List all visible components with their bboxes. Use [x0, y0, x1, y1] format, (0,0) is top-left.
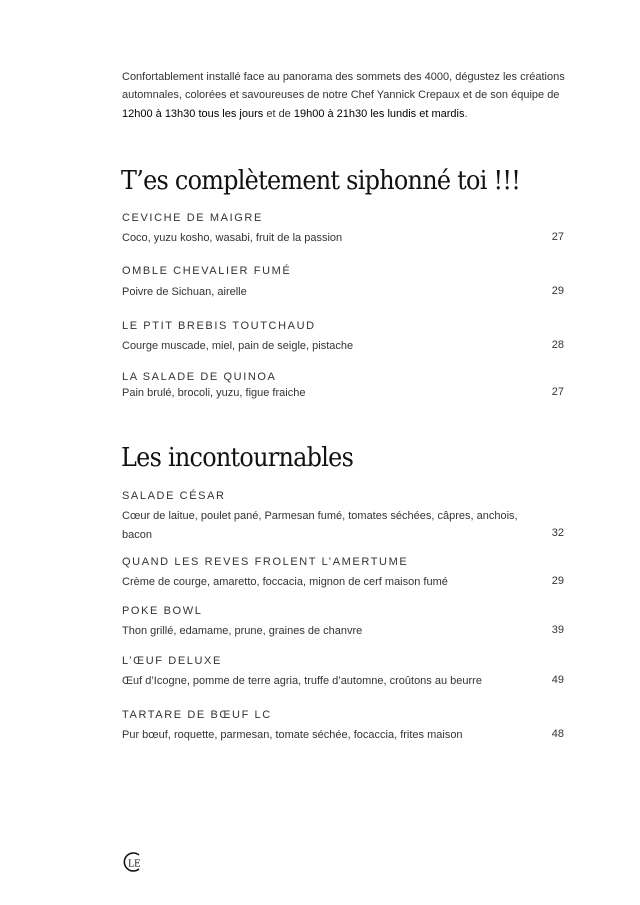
svg-text:LE: LE	[128, 859, 141, 870]
dish-description: Thon grillé, edamame, prune, graines de chanvre	[122, 625, 363, 637]
intro-text: .	[464, 107, 468, 120]
dish-price: 27	[551, 231, 564, 243]
dish-price: 29	[551, 285, 564, 297]
dish-name: CEVICHE DE MAIGRE	[122, 212, 263, 224]
dish-name: L’ŒUF DELUXE	[122, 655, 222, 667]
dish-price: 29	[551, 575, 564, 587]
section-title: Les incontournables	[121, 443, 354, 473]
dish-name: POKE BOWL	[122, 605, 203, 617]
dish-name: TARTARE DE BŒUF LC	[122, 709, 272, 721]
section-title: T’es complètement siphonné toi !!!	[121, 166, 521, 196]
dish-name: SALADE CÉSAR	[122, 490, 226, 502]
dish-price: 48	[551, 728, 564, 740]
dish-description: Courge muscade, miel, pain de seigle, pistache	[122, 340, 354, 352]
intro-paragraph	[122, 68, 572, 123]
dish-price: 28	[551, 339, 564, 351]
dish-description: Crème de courge, amaretto, foccacia, mignon de cerf maison fumé	[122, 576, 448, 588]
dish-price: 39	[551, 624, 564, 636]
dish-description: Poivre de Sichuan, airelle	[122, 286, 247, 298]
dish-name: QUAND LES REVES FROLENT L’AMERTUME	[122, 556, 409, 568]
dish-name: LA SALADE DE QUINOA	[122, 371, 277, 383]
dish-price: 32	[551, 527, 564, 539]
le-monogram-logo-icon	[122, 851, 144, 873]
dinner-hours: 19h00 à 21h30 les lundis et mardis	[293, 107, 465, 120]
dish-name: OMBLE CHEVALIER FUMÉ	[122, 265, 292, 277]
dish-price: 49	[551, 674, 564, 686]
lunch-hours: 12h00 à 13h30 tous les jours	[122, 107, 264, 120]
dish-description: Pur bœuf, roquette, parmesan, tomate séchée, focaccia, frites maison	[122, 729, 463, 741]
dish-description: Cœur de laitue, poulet pané, Parmesan fumé, tomates séchées, câpres, anchois, bacon	[122, 510, 518, 541]
intro-text: Confortablement installé face au panorama des sommets des 4000, dégustez les créations automnales, colorées et savoureuses de notre Chef Yannick Crepaux et de son équipe de	[122, 71, 565, 102]
dish-description: Œuf d’Icogne, pomme de terre agria, truffe d’automne, croûtons au beurre	[122, 675, 482, 687]
dish-price: 27	[551, 386, 564, 398]
dish-description: Pain brulé, brocoli, yuzu, figue fraiche	[122, 387, 306, 399]
intro-text: et de	[263, 107, 294, 120]
dish-description: Coco, yuzu kosho, wasabi, fruit de la passion	[122, 232, 343, 244]
dish-name: LE PTIT BREBIS TOUTCHAUD	[122, 320, 316, 332]
